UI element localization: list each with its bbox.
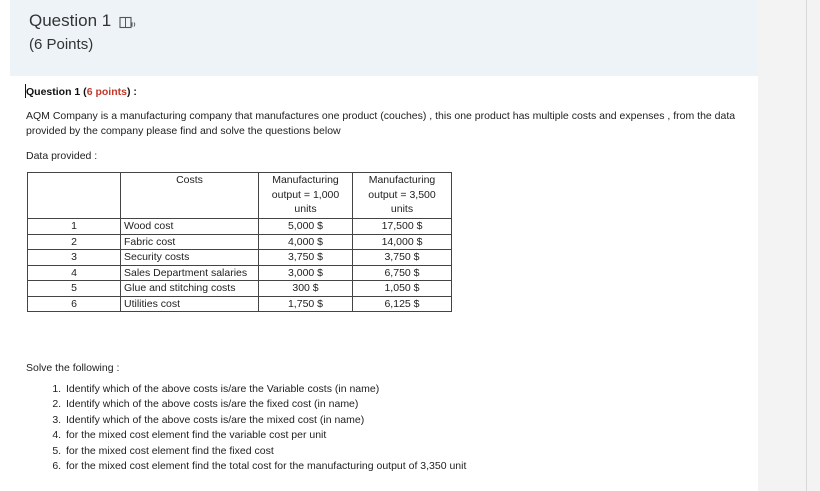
question-label	[26, 86, 137, 98]
list-item: 2. Identify which of the above costs is/are the fixed cost (in name)	[64, 397, 764, 412]
data-provided-label: Data provided :	[26, 150, 98, 162]
row-cost-name: Fabric cost	[121, 234, 259, 250]
row-cost-1000: 3,750 $	[259, 250, 353, 266]
question-label-points: 6 points	[86, 86, 127, 98]
row-cost-3500: 17,500 $	[353, 219, 452, 235]
row-cost-1000: 300 $	[259, 281, 353, 297]
table-row	[28, 219, 452, 235]
list-item: 5. for the mixed cost element find the fixed cost	[64, 444, 764, 459]
question-points: (6 Points)	[29, 36, 94, 53]
task-list	[40, 382, 764, 474]
list-item: 3. Identify which of the above costs is/are the mixed cost (in name)	[64, 413, 764, 428]
question-card	[10, 0, 758, 491]
row-num: 3	[28, 250, 121, 266]
row-cost-1000: 4,000 $	[259, 234, 353, 250]
row-num: 6	[28, 296, 121, 312]
costs-table	[27, 172, 452, 312]
row-cost-name: Utilities cost	[121, 296, 259, 312]
row-cost-1000: 1,750 $	[259, 296, 353, 312]
question-title: Question 1	[29, 11, 112, 30]
question-header	[10, 0, 758, 76]
question-title-row	[29, 11, 137, 31]
row-num: 1	[28, 219, 121, 235]
question-label-suffix: ) :	[126, 86, 137, 98]
list-item: 1. Identify which of the above costs is/are the Variable costs (in name)	[64, 382, 764, 397]
row-num: 5	[28, 281, 121, 297]
row-cost-1000: 3,000 $	[259, 265, 353, 281]
list-item: 4. for the mixed cost element find the variable cost per unit	[64, 428, 764, 443]
row-cost-1000: 5,000 $	[259, 219, 353, 235]
table-row	[28, 265, 452, 281]
row-cost-3500: 1,050 $	[353, 281, 452, 297]
table-row	[28, 281, 452, 297]
scroll-edge	[806, 0, 807, 491]
row-cost-3500: 6,125 $	[353, 296, 452, 312]
row-cost-3500: 6,750 $	[353, 265, 452, 281]
right-gutter	[758, 0, 820, 491]
table-row	[28, 296, 452, 312]
row-cost-name: Wood cost	[121, 219, 259, 235]
question-description: AQM Company is a manufacturing company that manufactures one product (couches) , this one product has multiple costs and expenses , from the data provided by the company please find and solve the questions below	[26, 110, 736, 137]
header-cell-output-3500: Manufacturing output = 3,500 units	[353, 173, 452, 219]
header-cell-output-1000: Manufacturing output = 1,000 units	[259, 173, 353, 219]
row-cost-name: Glue and stitching costs	[121, 281, 259, 297]
row-num: 4	[28, 265, 121, 281]
list-item: 6. for the mixed cost element find the total cost for the manufacturing output of 3,350 unit	[64, 459, 764, 474]
table-row	[28, 250, 452, 266]
row-cost-3500: 3,750 $	[353, 250, 452, 266]
row-cost-3500: 14,000 $	[353, 234, 452, 250]
solve-label: Solve the following :	[26, 362, 120, 374]
row-cost-name: Sales Department salaries	[121, 265, 259, 281]
row-num: 2	[28, 234, 121, 250]
question-label-prefix: Question 1 (	[26, 86, 87, 98]
header-cell-num	[28, 173, 121, 219]
table-row	[28, 234, 452, 250]
table-header-row	[28, 173, 452, 219]
immersive-reader-icon[interactable]	[119, 15, 137, 29]
row-cost-name: Security costs	[121, 250, 259, 266]
header-cell-costs: Costs	[121, 173, 259, 219]
